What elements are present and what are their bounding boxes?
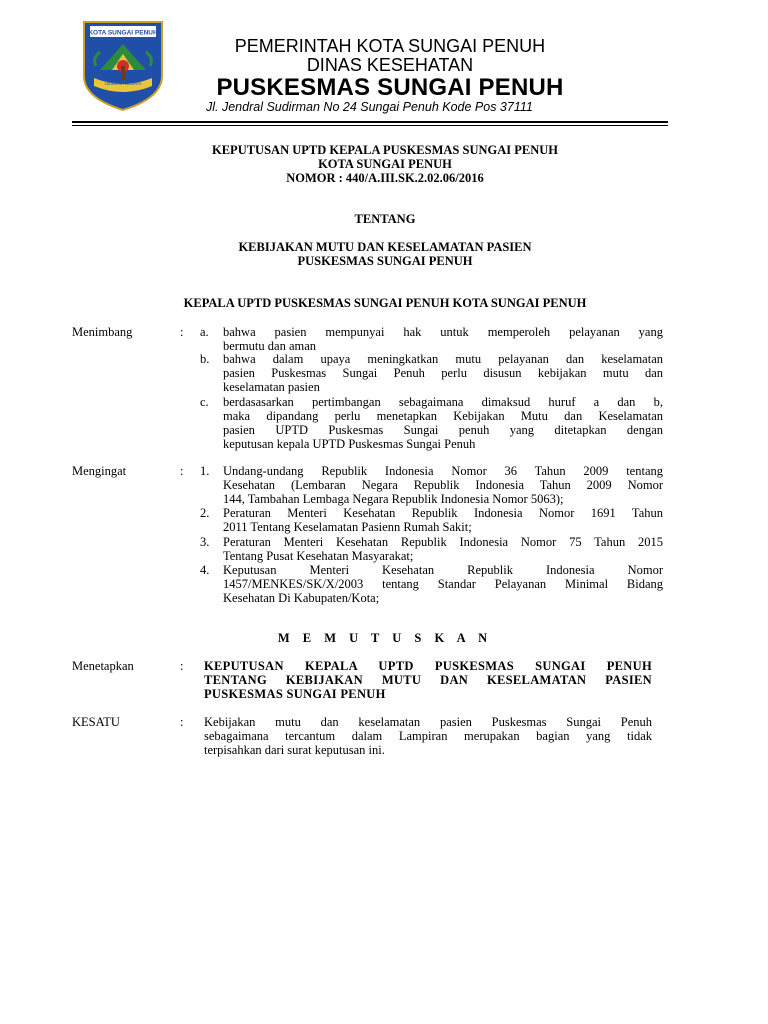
letterhead-institution: PUSKESMAS SUNGAI PENUH <box>216 74 564 101</box>
text-line: Kesehatan (Lembaran Negara Republik Indonesia Tahun 2009 Nomor <box>223 478 663 492</box>
logo-banner-text: KOTA SUNGAI PENUH <box>88 29 158 37</box>
memutuskan-heading: M E M U T U S K A N <box>277 631 493 645</box>
menetapkan-label: Menetapkan <box>72 659 134 673</box>
text-line: pasien UPTD Puskesmas Sungai penuh yang ditetapkan dengan <box>223 423 663 437</box>
menetapkan-colon: : <box>180 659 184 673</box>
menimbang-b-text <box>223 352 663 394</box>
decree-subject-line2: PUSKESMAS SUNGAI PENUH <box>297 254 473 268</box>
mengingat-label: Mengingat <box>72 464 127 478</box>
text-line: Peraturan Menteri Kesehatan Republik Indonesia Nomor 1691 Tahun <box>223 506 663 520</box>
text-line: 144, Tambahan Lembaga Negara Republik Indonesia Nomor 5063); <box>223 492 564 506</box>
text-line: Kesehatan Di Kabupaten/Kota; <box>223 591 380 605</box>
menimbang-colon: : <box>180 325 184 339</box>
text-line: terpisahkan dari surat keputusan ini. <box>204 743 385 757</box>
decree-number: NOMOR : 440/A.III.SK.2.02.06/2016 <box>286 171 484 185</box>
text-line: Keputusan Menteri Kesehatan Republik Indonesia Nomor <box>223 563 663 577</box>
text-line: KEPUTUSAN KEPALA UPTD PUSKESMAS SUNGAI PENUH <box>204 659 652 673</box>
text-line: Undang-undang Republik Indonesia Nomor 36 Tahun 2009 tentang <box>223 464 663 478</box>
menimbang-a-mark: a. <box>200 325 209 339</box>
text-line: bahwa pasien mempunyai hak untuk memperoleh pelayanan yang <box>223 325 663 339</box>
text-line: sebagaimana tercantum dalam Lampiran merupakan bagian yang tidak <box>204 729 652 743</box>
text-line: keputusan kepala UPTD Puskesmas Sungai Penuh <box>223 437 476 451</box>
decree-title-line2: KOTA SUNGAI PENUH <box>318 157 452 171</box>
text-line: keselamatan pasien <box>223 380 320 394</box>
menimbang-b-mark: b. <box>200 352 210 366</box>
text-line: Peraturan Menteri Kesehatan Republik Indonesia Nomor 75 Tahun 2015 <box>223 535 663 549</box>
menetapkan-text <box>204 659 652 701</box>
text-line: TENTANG KEBIJAKAN MUTU DAN KESELAMATAN PASIEN <box>204 673 652 687</box>
menimbang-label: Menimbang <box>72 325 133 339</box>
kesatu-text <box>204 715 652 757</box>
text-line: PUSKESMAS SUNGAI PENUH <box>204 687 386 701</box>
text-line: pasien Puskesmas Sungai Penuh perlu disusun kebijakan mutu dan <box>223 366 663 380</box>
letterhead-government: PEMERINTAH KOTA SUNGAI PENUH <box>234 36 546 56</box>
mengingat-1-text <box>223 464 663 506</box>
menimbang-c-text <box>223 395 663 451</box>
text-line: maka dipandang perlu menetapkan Kebijakan Mutu dan Keselamatan <box>223 409 663 423</box>
decree-authority: KEPALA UPTD PUSKESMAS SUNGAI PENUH KOTA SUNGAI PENUH <box>183 296 587 310</box>
mengingat-3-text <box>223 535 663 563</box>
logo-motto-text: SALAMPAH SADANTE <box>104 82 142 86</box>
menimbang-a-text <box>223 325 663 353</box>
letterhead-rule-thin <box>72 125 668 126</box>
mengingat-colon: : <box>180 464 184 478</box>
letterhead-rule-thick <box>72 121 668 123</box>
mengingat-3-mark: 3. <box>200 535 210 549</box>
letterhead-agency: DINAS KESEHATAN <box>306 55 474 75</box>
city-emblem-logo <box>80 18 166 112</box>
decree-subject-line1: KEBIJAKAN MUTU DAN KESELAMATAN PASIEN <box>238 240 532 254</box>
decree-tentang: TENTANG <box>354 212 416 226</box>
menimbang-c-mark: c. <box>200 395 209 409</box>
text-line: bahwa dalam upaya meningkatkan mutu pelayanan dan keselamatan <box>223 352 663 366</box>
mengingat-4-text <box>223 563 663 605</box>
text-line: 2011 Tentang Keselamatan Pasienn Rumah Sakit; <box>223 520 472 534</box>
mengingat-1-mark: 1. <box>200 464 210 478</box>
text-line: bermutu dan aman <box>223 339 317 353</box>
letterhead-address: Jl. Jendral Sudirman No 24 Sungai Penuh Kode Pos 37111 <box>206 100 533 114</box>
text-line: Tentang Pusat Kesehatan Masyarakat; <box>223 549 414 563</box>
kesatu-label: KESATU <box>72 715 120 729</box>
mengingat-2-text <box>223 506 663 534</box>
text-line: 1457/MENKES/SK/X/2003 tentang Standar Pelayanan Minimal Bidang <box>223 577 663 591</box>
text-line: Kebijakan mutu dan keselamatan pasien Puskesmas Sungai Penuh <box>204 715 652 729</box>
text-line: berdasasarkan pertimbangan sebagaimana dimaksud huruf a dan b, <box>223 395 663 409</box>
mengingat-2-mark: 2. <box>200 506 210 520</box>
decree-title-line1: KEPUTUSAN UPTD KEPALA PUSKESMAS SUNGAI PENUH <box>212 143 558 157</box>
kesatu-colon: : <box>180 715 184 729</box>
mengingat-4-mark: 4. <box>200 563 210 577</box>
